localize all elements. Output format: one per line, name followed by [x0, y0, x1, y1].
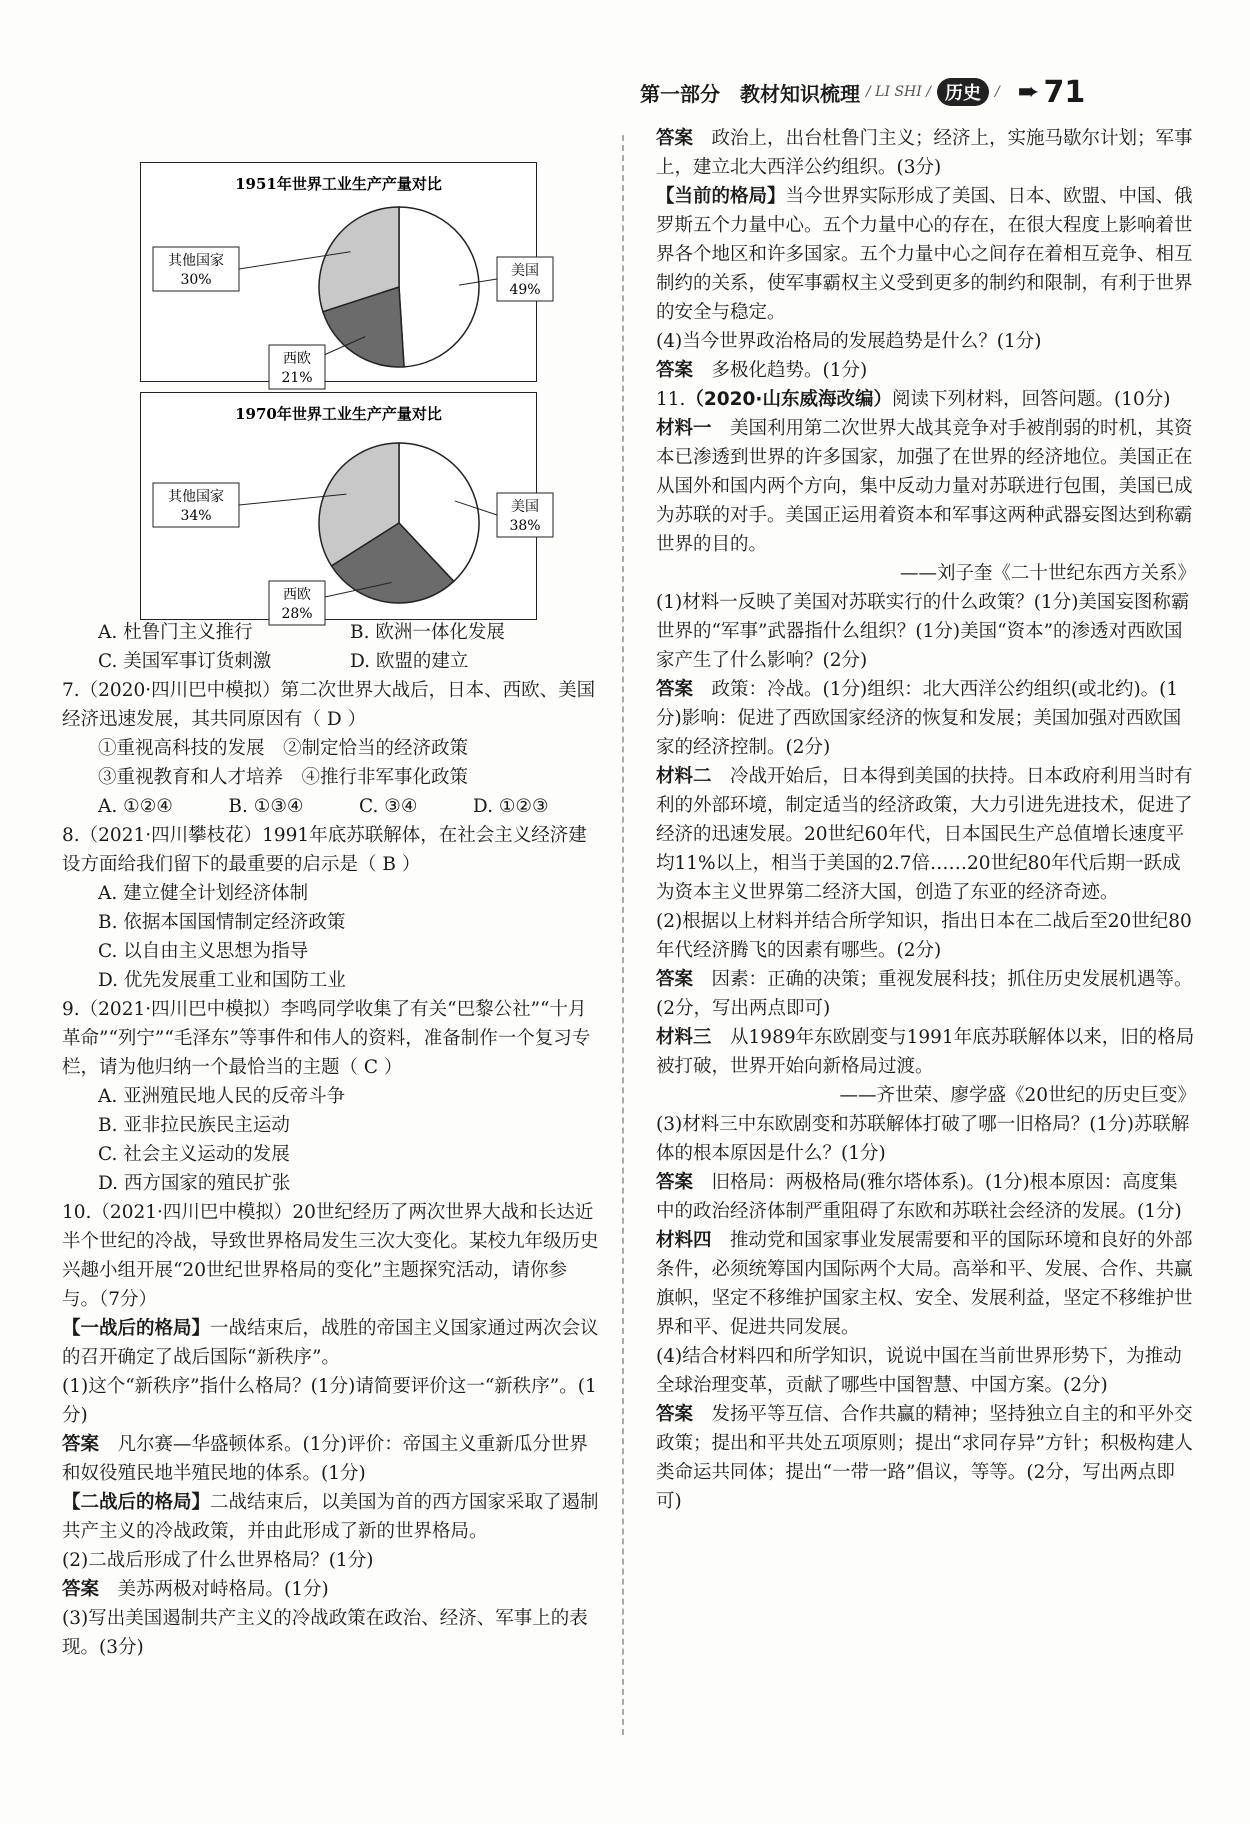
- material-3-source: ——齐世荣、廖学盛《20世纪的历史巨变》: [839, 1085, 1196, 1106]
- pinyin-label: / LI SHI /: [866, 84, 931, 100]
- pie-chart-1951: [140, 162, 541, 386]
- q11-2-answer: 答案 因素：正确的决策；重视发展科技；抓住历史发展机遇等。(2分，写出两点即可): [656, 969, 1193, 1019]
- material-1-source: ——刘子奎《二十世纪东西方关系》: [899, 563, 1196, 584]
- option-b: B. 欧洲一体化发展: [350, 622, 505, 643]
- right-column: [656, 124, 1196, 1516]
- material-4: 材料四 推动党和国家事业发展需要和平的国际环境和良好的外部条件，必须统筹国内国际两个大局。高举和平、发展、合作、共赢旗帜，坚定不移维护国家主权、安全、发展利益，坚定不移维护世界和平、促进共同发展。: [656, 1230, 1193, 1338]
- column-divider: [622, 135, 624, 1735]
- slice-label: 美国: [511, 499, 539, 515]
- slice-value: 49%: [509, 282, 541, 298]
- pie-chart-1970-svg: [141, 393, 541, 622]
- q7-answer: （ D ）: [302, 709, 367, 730]
- slice-label: 西欧: [283, 351, 311, 367]
- q9-answer: （ C ）: [339, 1057, 403, 1078]
- q6-options-row2: [62, 647, 602, 676]
- slice-label: 其他国家: [168, 489, 224, 505]
- q9-option: D. 西方国家的殖民扩张: [98, 1173, 291, 1194]
- slice-label: 其他国家: [168, 253, 224, 269]
- part2-answer: 答案 美苏两极对峙格局。(1分): [62, 1579, 329, 1600]
- pie-chart-1970: [140, 392, 541, 622]
- part1-intro: 【一战后的格局】一战结束后，战胜的帝国主义国家通过两次会议的召开确定了战后国际“新秩序”。: [62, 1318, 599, 1368]
- part3-question: (3)写出美国遏制共产主义的冷战政策在政治、经济、军事上的表现。(3分): [62, 1608, 588, 1658]
- material-3: 材料三 从1989年东欧剧变与1991年底苏联解体以来，旧的格局被打破，世界开始向新格局过渡。: [656, 1027, 1195, 1077]
- q11-4-answer: 答案 发扬平等互信、合作共赢的精神；坚持独立自主的和平外交政策；提出和平共处五项原则；提出“求同存异”方针；积极构建人类命运共同体；提出“一带一路”倡议，等等。(2分，写出两点即可): [656, 1404, 1193, 1512]
- part3-answer: 答案 政治上，出台杜鲁门主义；经济上，实施马歇尔计划；军事上，建立北大西洋公约组织。(3分): [656, 128, 1193, 178]
- q11-3-answer: 答案 旧格局：两极格局(雅尔塔体系)。(1分)根本原因：高度集中的政治经济体制严重阻碍了东欧和苏联社会经济的发展。(1分): [656, 1172, 1182, 1222]
- option-d: D. 欧盟的建立: [350, 651, 469, 672]
- pie-chart-1951-svg: [141, 163, 541, 386]
- q7-item: ①重视高科技的发展 ②制定恰当的经济政策: [98, 738, 469, 759]
- q11-3: (3)材料三中东欧剧变和苏联解体打破了哪一旧格局？(1分)苏联解体的根本原因是什么？(1分): [656, 1114, 1190, 1164]
- q8-option: B. 依据本国国情制定经济政策: [98, 912, 346, 933]
- page-number: 71: [1043, 74, 1086, 110]
- q9-option: B. 亚非拉民族民主运动: [98, 1115, 290, 1136]
- q8-option: D. 优先发展重工业和国防工业: [98, 970, 346, 991]
- q7-item: ③重视教育和人才培养 ④推行非军事化政策: [98, 767, 469, 788]
- part1-question: (1)这个“新秩序”指什么格局？(1分)请简要评价这一“新秩序”。(1分): [62, 1376, 597, 1426]
- page-header: 第一部分 教材知识梳理 / LI SHI / 历史 / ➨ 71: [640, 74, 1086, 110]
- q11-stem: 11.（2020·山东威海改编）阅读下列材料，回答问题。(10分): [656, 389, 1171, 410]
- current-pattern: 【当前的格局】当今世界实际形成了美国、日本、欧盟、中国、俄罗斯五个力量中心。五个力量中心的存在，在很大程度上影响着世界各个地区和许多国家。五个力量中心之间存在着相互竞争、相互制约的关系，使军事霸权主义受到更多的制约和限制，有利于世界的安全与稳定。: [656, 186, 1193, 323]
- q11-1-answer: 答案 政策：冷战。(1分)组织：北大西洋公约组织(或北约)。(1分)影响：促进了西欧国家经济的恢复和发展；美国加强对西欧国家的经济控制。(2分): [656, 679, 1182, 758]
- part1-answer: 答案 凡尔赛—华盛顿体系。(1分)评价：帝国主义重新瓜分世界和奴役殖民地半殖民地的体系。(1分): [62, 1434, 588, 1484]
- material-1: 材料一 美国利用第二次世界大战其竞争对手被削弱的时机，其资本已渗透到世界的许多国家，加强了在世界的经济地位。美国正在从国外和国内两个方向，集中反动力量对苏联进行包围，美国已成为苏联的对手。美国正运用着资本和军事这两种武器妄图达到称霸世界的目的。: [656, 418, 1193, 555]
- part4-answer: 答案 多极化趋势。(1分): [656, 360, 868, 381]
- slice-label: 美国: [511, 263, 539, 279]
- q11-2: (2)根据以上材料并结合所学知识，指出日本在二战后至20世纪80年代经济腾飞的因素有哪些。(2分): [656, 911, 1192, 961]
- part2-intro: 【二战后的格局】二战结束后，以美国为首的西方国家采取了遏制共产主义的冷战政策，并由此形成了新的世界格局。: [62, 1492, 599, 1542]
- section-title: 第一部分 教材知识梳理: [640, 81, 860, 106]
- arrow-icon: ➨: [1017, 77, 1040, 107]
- part2-question: (2)二战后形成了什么世界格局？(1分): [62, 1550, 374, 1571]
- pie-slice-美国: [399, 207, 479, 367]
- slice-value: 21%: [281, 370, 313, 386]
- slice-value: 30%: [180, 272, 212, 288]
- chart-title: 1970年世界工业生产产量对比: [235, 405, 442, 423]
- q9-option: A. 亚洲殖民地人民的反帝斗争: [98, 1086, 346, 1107]
- q8-option: A. 建立健全计划经济体制: [98, 883, 309, 904]
- left-column: [62, 618, 602, 1662]
- chart-title: 1951年世界工业生产产量对比: [235, 175, 442, 193]
- q10-stem: 10.（2021·四川巴中模拟）20世纪经历了两次世界大战和长达近半个世纪的冷战，导致世界格局发生三次大变化。某校九年级历史兴趣小组开展“20世纪世界格局的变化”主题探究活动，请你参与。（7分）: [62, 1202, 599, 1310]
- q11-1: (1)材料一反映了美国对苏联实行的什么政策？(1分)美国妄图称霸世界的“军事”武器指什么组织？(1分)美国“资本”的渗透对西欧国家产生了什么影响？(2分): [656, 592, 1190, 671]
- q8-option: C. 以自由主义思想为指导: [98, 941, 309, 962]
- q8-answer: （ B ）: [358, 854, 421, 875]
- q11-4: (4)结合材料四和所学知识，说说中国在当前世界形势下，为推动全球治理变革，贡献了哪些中国智慧、中国方案。(2分): [656, 1346, 1182, 1396]
- option-c: C. 美国军事订货刺激: [98, 651, 272, 672]
- q9-stem: 9.（2021·四川巴中模拟）李鸣同学收集了有关“巴黎公社”“十月革命”“列宁”“毛泽东”等事件和伟人的资料，准备制作一个复习专栏，请为他归纳一个最恰当的主题（ C ）: [62, 999, 591, 1078]
- slice-label: 西欧: [283, 587, 311, 603]
- q7-stem: 7.（2020·四川巴中模拟）第二次世界大战后，日本、西欧、美国经济迅速发展，其共同原因有（ D ）: [62, 680, 596, 730]
- slice-value: 38%: [509, 518, 541, 534]
- slice-value: 28%: [281, 606, 313, 622]
- option-a: A. 杜鲁门主义推行: [98, 622, 253, 643]
- q8-stem: 8.（2021·四川攀枝花）1991年底苏联解体，在社会主义经济建设方面给我们留下的最重要的启示是（ B ）: [62, 825, 587, 875]
- subject-badge: 历史: [937, 78, 989, 106]
- q9-option: C. 社会主义运动的发展: [98, 1144, 290, 1165]
- q6-options-row1: [62, 618, 602, 647]
- part4-question: (4)当今世界政治格局的发展趋势是什么？(1分): [656, 331, 1042, 352]
- slice-value: 34%: [180, 508, 212, 524]
- q7-options: A. ①②④ B. ①③④ C. ③④ D. ①②③: [98, 796, 549, 817]
- material-2: 材料二 冷战开始后，日本得到美国的扶持。日本政府利用当时有利的外部环境，制定适当的经济政策，大力引进先进技术，促进了经济的迅速发展。20世纪60年代，日本国民生产总值增长速度平均11%以上，相当于美国的2.7倍……20世纪80年代后期一跃成为资本主义世界第二经济大国，创造了东亚的经济奇迹。: [656, 766, 1193, 903]
